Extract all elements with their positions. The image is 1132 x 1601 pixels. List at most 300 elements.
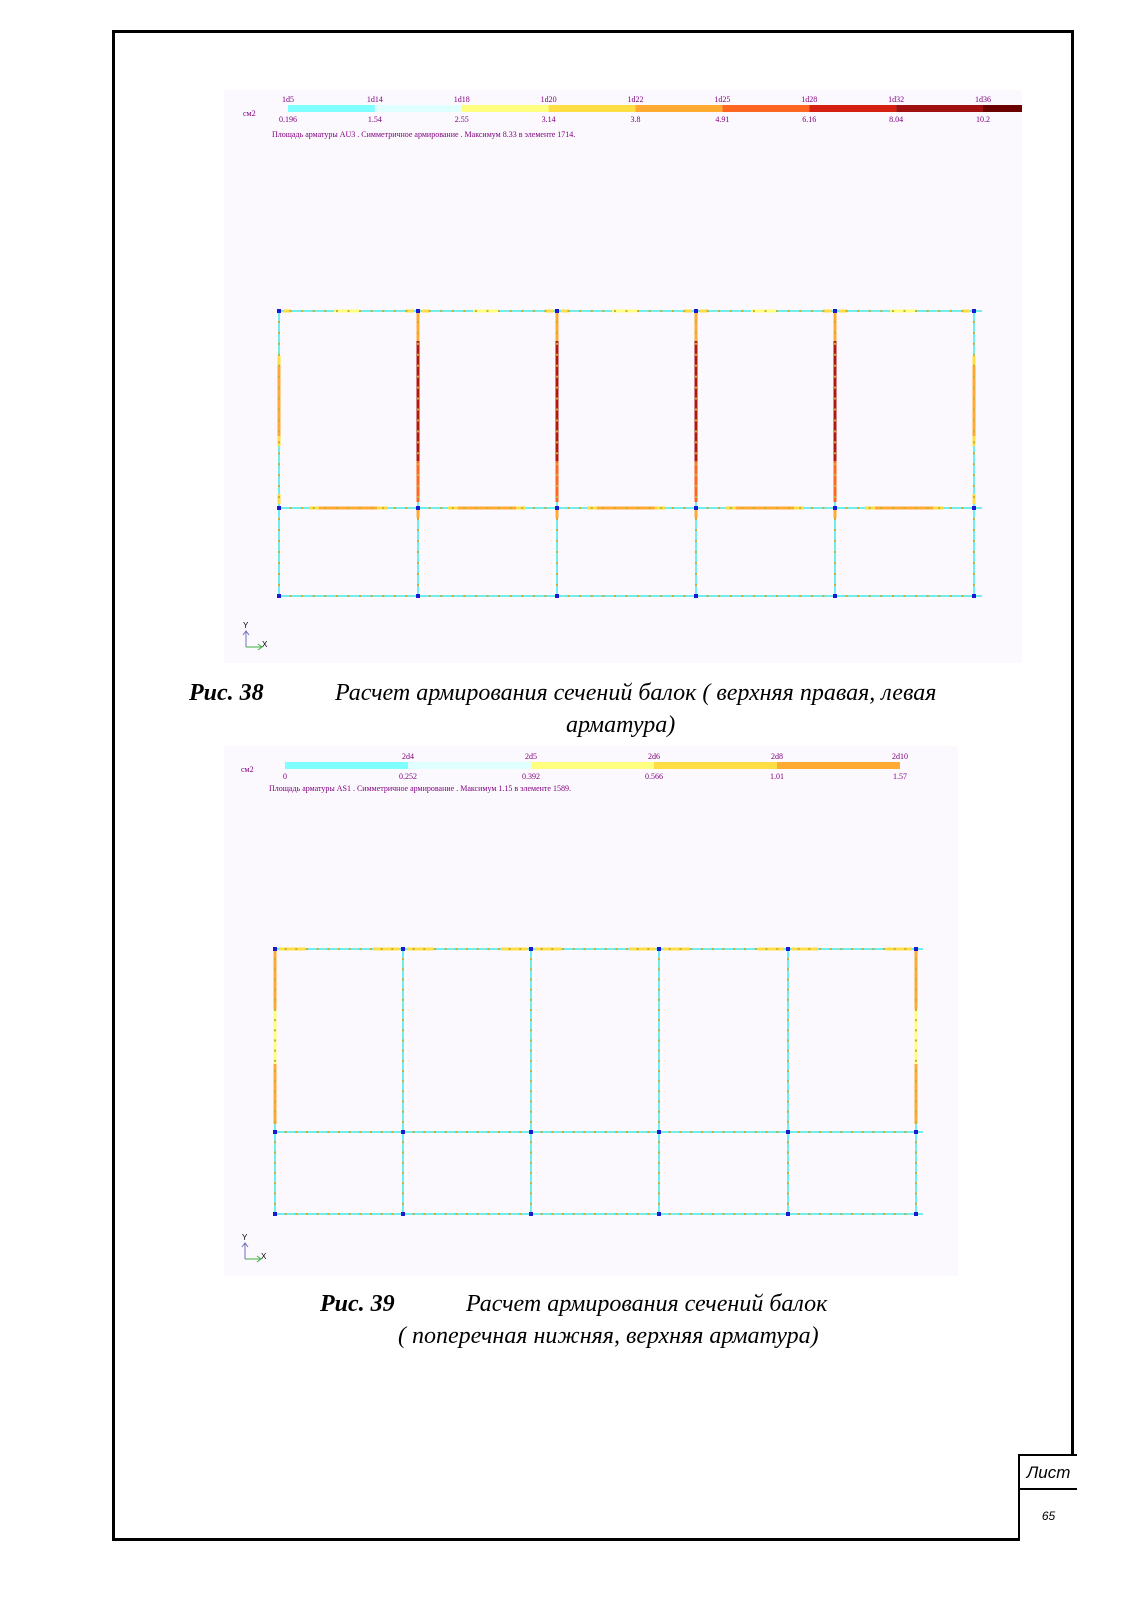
mesh-point — [830, 948, 832, 950]
mesh-point — [614, 507, 616, 509]
mesh-point — [301, 310, 303, 312]
mesh-point — [658, 1111, 660, 1113]
mesh-point — [274, 1172, 276, 1174]
mesh-point — [712, 948, 714, 950]
scale-diameter-label: 1d14 — [366, 95, 383, 104]
mesh-point — [391, 1213, 393, 1215]
mesh-point — [695, 398, 697, 400]
mesh-point — [973, 354, 975, 356]
caption-39 — [0, 1291, 1132, 1361]
mesh-point — [834, 343, 836, 345]
mesh-point — [658, 1162, 660, 1164]
mesh-point — [787, 1090, 789, 1092]
mesh-point — [869, 310, 871, 312]
mesh-point — [915, 507, 917, 509]
mesh-point — [583, 1131, 585, 1133]
mesh-point — [417, 409, 419, 411]
mesh-point — [402, 968, 404, 970]
mesh-point — [370, 1131, 372, 1133]
mesh-point — [658, 1090, 660, 1092]
mesh-point — [402, 1152, 404, 1154]
mesh-point — [423, 1213, 425, 1215]
mesh-point — [787, 999, 789, 1001]
mesh-point — [695, 518, 697, 520]
mesh-point — [301, 507, 303, 509]
mesh-point — [487, 948, 489, 950]
mesh-point — [349, 1131, 351, 1133]
mesh-point — [658, 1172, 660, 1174]
mesh-point — [336, 595, 338, 597]
mesh-point — [445, 1131, 447, 1133]
mesh-point — [434, 1131, 436, 1133]
mesh-point — [278, 496, 280, 498]
mesh-point — [327, 1131, 329, 1133]
mesh-point — [359, 1131, 361, 1133]
mesh-point — [336, 310, 338, 312]
scale-value-label: 10.2 — [976, 115, 990, 124]
mesh-point — [723, 948, 725, 950]
mesh-point — [695, 321, 697, 323]
grid-node — [416, 594, 420, 598]
mesh-point — [530, 1141, 532, 1143]
mesh-point — [669, 1213, 671, 1215]
mesh-point — [973, 398, 975, 400]
mesh-point — [915, 1152, 917, 1154]
mesh-point — [417, 343, 419, 345]
mesh-point — [556, 573, 558, 575]
mesh-point — [834, 354, 836, 356]
mesh-point — [556, 463, 558, 465]
mesh-point — [278, 409, 280, 411]
mesh-point — [973, 562, 975, 564]
mesh-point — [788, 310, 790, 312]
mesh-point — [915, 989, 917, 991]
mesh-point — [915, 958, 917, 960]
mesh-point — [519, 948, 521, 950]
grid-node — [277, 309, 281, 313]
grid-node — [401, 947, 405, 951]
mesh-point — [880, 507, 882, 509]
mesh-point — [615, 1131, 617, 1133]
mesh-point — [822, 310, 824, 312]
mesh-point — [973, 332, 975, 334]
mesh-point — [530, 1193, 532, 1195]
mesh-point — [602, 507, 604, 509]
mesh-point — [701, 1131, 703, 1133]
mesh-point — [915, 1121, 917, 1123]
mesh-point — [915, 1050, 917, 1052]
mesh-point — [669, 948, 671, 950]
mesh-point — [278, 562, 280, 564]
mesh-point — [402, 1060, 404, 1062]
mesh-point — [695, 387, 697, 389]
mesh-point — [417, 354, 419, 356]
mesh-point — [798, 1213, 800, 1215]
mesh-point — [647, 948, 649, 950]
mesh-point — [602, 310, 604, 312]
mesh-point — [973, 452, 975, 454]
mesh-point — [402, 1203, 404, 1205]
mesh-point — [455, 1213, 457, 1215]
mesh-point — [274, 968, 276, 970]
mesh-point — [798, 948, 800, 950]
mesh-point — [530, 1070, 532, 1072]
mesh-point — [521, 310, 523, 312]
mesh-point — [915, 1111, 917, 1113]
mesh-point — [637, 1213, 639, 1215]
grid-node — [972, 594, 976, 598]
mesh-point — [533, 507, 535, 509]
scale-diameter-label: 1d22 — [627, 95, 644, 104]
mesh-point — [690, 1131, 692, 1133]
mesh-point — [417, 463, 419, 465]
mesh-point — [530, 999, 532, 1001]
mesh-point — [915, 1009, 917, 1011]
mesh-point — [556, 474, 558, 476]
mesh-point — [509, 1213, 511, 1215]
mesh-point — [787, 1080, 789, 1082]
mesh-point — [402, 1090, 404, 1092]
mesh-point — [649, 595, 651, 597]
mesh-point — [579, 595, 581, 597]
mesh-point — [707, 595, 709, 597]
mesh-point — [274, 1060, 276, 1062]
mesh-point — [660, 595, 662, 597]
reinforcement-diagram-39 — [224, 746, 958, 1276]
mesh-point — [278, 463, 280, 465]
mesh-point — [405, 507, 407, 509]
mesh-point — [348, 310, 350, 312]
mesh-point — [741, 595, 743, 597]
mesh-point — [336, 507, 338, 509]
mesh-point — [658, 1121, 660, 1123]
mesh-point — [466, 1131, 468, 1133]
mesh-point — [880, 595, 882, 597]
mesh-point — [313, 507, 315, 509]
grid-node — [416, 506, 420, 510]
mesh-point — [463, 310, 465, 312]
diagram-description: Площадь арматуры AU3 . Симметричное армирование . Максимум 8.33 в элементе 1714. — [272, 130, 576, 139]
mesh-point — [658, 1040, 660, 1042]
diagram-description: Площадь арматуры AS1 . Симметричное армирование . Максимум 1.15 в элементе 1589. — [269, 784, 571, 793]
mesh-point — [683, 507, 685, 509]
mesh-point — [417, 496, 419, 498]
mesh-point — [573, 1131, 575, 1133]
mesh-point — [519, 1213, 521, 1215]
mesh-point — [402, 1040, 404, 1042]
mesh-point — [370, 948, 372, 950]
mesh-point — [509, 1131, 511, 1133]
mesh-point — [605, 1131, 607, 1133]
mesh-point — [626, 948, 628, 950]
mesh-point — [915, 595, 917, 597]
caption-38 — [0, 680, 1132, 750]
mesh-point — [765, 595, 767, 597]
mesh-point — [973, 518, 975, 520]
scale-value-label: 3.8 — [630, 115, 641, 124]
mesh-point — [799, 507, 801, 509]
mesh-point — [519, 1131, 521, 1133]
mesh-point — [498, 507, 500, 509]
mesh-point — [892, 595, 894, 597]
mesh-point — [317, 948, 319, 950]
mesh-point — [915, 1101, 917, 1103]
scale-value-label: 2.55 — [454, 115, 469, 124]
mesh-point — [359, 948, 361, 950]
mesh-point — [733, 948, 735, 950]
mesh-point — [394, 507, 396, 509]
scale-segment — [896, 105, 983, 112]
mesh-point — [973, 540, 975, 542]
grid-node — [529, 1130, 533, 1134]
mesh-point — [851, 1131, 853, 1133]
mesh-point — [285, 1131, 287, 1133]
mesh-point — [405, 595, 407, 597]
mesh-point — [445, 948, 447, 950]
mesh-point — [973, 496, 975, 498]
mesh-point — [973, 584, 975, 586]
mesh-point — [429, 507, 431, 509]
mesh-point — [359, 1213, 361, 1215]
mesh-point — [556, 529, 558, 531]
mesh-point — [834, 562, 836, 564]
mesh-point — [741, 507, 743, 509]
mesh-point — [274, 1050, 276, 1052]
sheet-label: Лист — [1020, 1456, 1077, 1490]
mesh-point — [338, 1213, 340, 1215]
mesh-point — [819, 1131, 821, 1133]
mesh-point — [637, 310, 639, 312]
grid-node — [555, 594, 559, 598]
mesh-point — [787, 1050, 789, 1052]
mesh-point — [834, 540, 836, 542]
mesh-point — [799, 310, 801, 312]
mesh-point — [530, 1162, 532, 1164]
mesh-point — [556, 387, 558, 389]
mesh-point — [787, 1162, 789, 1164]
mesh-point — [892, 507, 894, 509]
mesh-point — [290, 595, 292, 597]
scale-segment — [636, 105, 723, 112]
mesh-point — [278, 354, 280, 356]
scale-segment — [408, 762, 531, 769]
scale-diameter-label: 1d36 — [975, 95, 991, 104]
mesh-point — [477, 948, 479, 950]
mesh-point — [413, 1131, 415, 1133]
mesh-point — [594, 948, 596, 950]
mesh-point — [834, 496, 836, 498]
mesh-point — [306, 948, 308, 950]
figure-39 — [224, 746, 958, 1276]
mesh-point — [562, 1213, 564, 1215]
mesh-point — [787, 1121, 789, 1123]
mesh-point — [765, 310, 767, 312]
scale-segment — [531, 762, 654, 769]
mesh-point — [927, 507, 929, 509]
mesh-point — [278, 540, 280, 542]
mesh-point — [402, 1141, 404, 1143]
mesh-point — [862, 1131, 864, 1133]
mesh-point — [530, 1080, 532, 1082]
unit-label: см2 — [241, 765, 254, 774]
mesh-point — [475, 507, 477, 509]
mesh-point — [382, 507, 384, 509]
mesh-point — [402, 1121, 404, 1123]
mesh-point — [776, 1213, 778, 1215]
mesh-point — [776, 595, 778, 597]
mesh-point — [349, 948, 351, 950]
mesh-point — [541, 1213, 543, 1215]
mesh-point — [452, 595, 454, 597]
mesh-point — [556, 496, 558, 498]
caption-line-1: Расчет армирования сечений балок ( верхняя правая, левая — [335, 680, 937, 706]
mesh-point — [278, 441, 280, 443]
mesh-point — [417, 540, 419, 542]
mesh-point — [594, 1131, 596, 1133]
mesh-point — [846, 310, 848, 312]
mesh-point — [278, 321, 280, 323]
scale-segment — [288, 105, 375, 112]
mesh-point — [417, 441, 419, 443]
mesh-point — [440, 507, 442, 509]
mesh-point — [637, 595, 639, 597]
mesh-point — [938, 595, 940, 597]
scale-diameter-label: 1d25 — [714, 95, 731, 104]
mesh-point — [788, 595, 790, 597]
mesh-point — [405, 310, 407, 312]
mesh-point — [394, 595, 396, 597]
mesh-point — [753, 507, 755, 509]
scale-diameter-label: 2d4 — [402, 752, 414, 761]
caption-line-2: ( поперечная нижняя, верхняя арматура) — [398, 1323, 819, 1349]
mesh-point — [707, 310, 709, 312]
scale-value-label: 0.196 — [279, 115, 297, 124]
mesh-point — [862, 948, 864, 950]
mesh-point — [440, 310, 442, 312]
mesh-point — [695, 354, 697, 356]
grid-node — [273, 1212, 277, 1216]
scale-segment — [285, 762, 408, 769]
mesh-point — [658, 1070, 660, 1072]
mesh-point — [556, 584, 558, 586]
mesh-point — [701, 1213, 703, 1215]
mesh-point — [359, 507, 361, 509]
diagram-background — [224, 90, 1022, 663]
mesh-point — [573, 948, 575, 950]
mesh-point — [381, 948, 383, 950]
scale-value-label: 0.392 — [522, 772, 540, 781]
mesh-point — [787, 1009, 789, 1011]
mesh-point — [695, 496, 697, 498]
mesh-point — [695, 419, 697, 421]
mesh-point — [423, 1131, 425, 1133]
mesh-point — [660, 507, 662, 509]
mesh-point — [434, 948, 436, 950]
mesh-point — [626, 310, 628, 312]
grid-node — [786, 1212, 790, 1216]
mesh-point — [455, 948, 457, 950]
mesh-point — [402, 979, 404, 981]
mesh-point — [672, 310, 674, 312]
mesh-point — [658, 968, 660, 970]
mesh-point — [973, 321, 975, 323]
mesh-point — [683, 310, 685, 312]
mesh-point — [834, 419, 836, 421]
mesh-point — [530, 968, 532, 970]
mesh-point — [371, 310, 373, 312]
mesh-point — [840, 1131, 842, 1133]
mesh-point — [274, 1019, 276, 1021]
mesh-point — [562, 948, 564, 950]
mesh-point — [637, 948, 639, 950]
grid-node — [657, 947, 661, 951]
mesh-point — [787, 1060, 789, 1062]
mesh-point — [541, 948, 543, 950]
mesh-point — [556, 343, 558, 345]
mesh-point — [973, 419, 975, 421]
mesh-point — [487, 595, 489, 597]
mesh-point — [498, 948, 500, 950]
mesh-point — [973, 573, 975, 575]
mesh-point — [423, 948, 425, 950]
axis-y-label: Y — [243, 621, 249, 630]
mesh-point — [556, 332, 558, 334]
mesh-point — [718, 595, 720, 597]
mesh-point — [973, 441, 975, 443]
mesh-point — [274, 1121, 276, 1123]
mesh-point — [846, 595, 848, 597]
mesh-point — [556, 419, 558, 421]
mesh-point — [591, 507, 593, 509]
grid-node — [786, 947, 790, 951]
scale-segment — [375, 105, 462, 112]
mesh-point — [723, 1213, 725, 1215]
mesh-point — [915, 1070, 917, 1072]
mesh-point — [834, 474, 836, 476]
mesh-point — [649, 507, 651, 509]
mesh-point — [498, 1131, 500, 1133]
mesh-point — [568, 595, 570, 597]
mesh-point — [605, 948, 607, 950]
mesh-point — [730, 507, 732, 509]
mesh-point — [950, 595, 952, 597]
mesh-point — [274, 999, 276, 1001]
mesh-point — [680, 1131, 682, 1133]
mesh-point — [274, 1070, 276, 1072]
mesh-point — [695, 332, 697, 334]
mesh-point — [830, 1213, 832, 1215]
grid-node — [401, 1212, 405, 1216]
grid-node — [833, 594, 837, 598]
mesh-point — [973, 529, 975, 531]
scale-diameter-label: 1d32 — [888, 95, 905, 104]
mesh-point — [787, 989, 789, 991]
mesh-point — [417, 584, 419, 586]
mesh-point — [695, 365, 697, 367]
mesh-point — [556, 485, 558, 487]
mesh-point — [695, 376, 697, 378]
mesh-point — [530, 1029, 532, 1031]
mesh-point — [530, 1182, 532, 1184]
mesh-point — [591, 310, 593, 312]
mesh-point — [787, 1040, 789, 1042]
mesh-point — [371, 595, 373, 597]
mesh-point — [402, 1172, 404, 1174]
mesh-point — [278, 518, 280, 520]
mesh-point — [862, 1213, 864, 1215]
mesh-point — [402, 1050, 404, 1052]
mesh-point — [417, 518, 419, 520]
